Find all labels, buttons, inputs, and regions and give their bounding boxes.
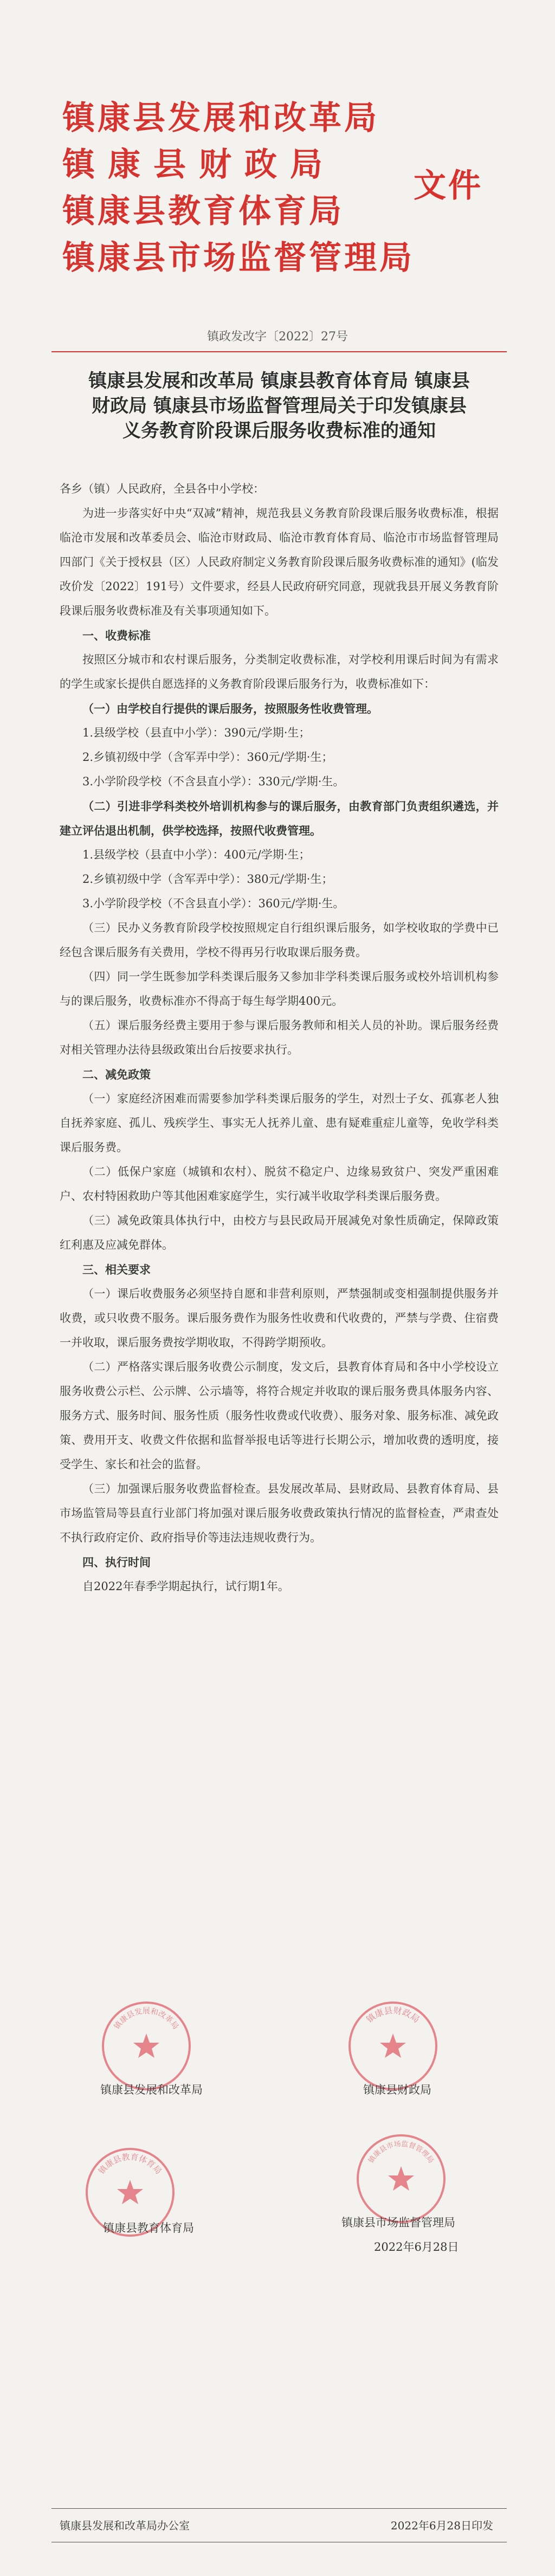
svg-text:镇康县教育体育局: 镇康县教育体育局 [96,2152,164,2176]
list-item: 1.县级学校（县直中小学）：390元/学期·生； [82,726,311,739]
list-item: 1.县级学校（县直中小学）：400元/学期·生； [82,848,311,861]
agency-name: 镇康县教育体育局 [62,192,344,230]
document-body [60,477,499,1599]
document-header [62,95,507,281]
paragraph: （一）由学校自行提供的课后服务，按照服务性收费管理。 [82,702,378,715]
paragraph: （四）同一学生既参加学科类课后服务又参加非学科类课后服务或校外培训机构参与的课后服务，收费标准亦不得高于每生每学期400元。 [60,970,499,1008]
svg-text:镇康县市场监督管理局: 镇康县市场监督管理局 [367,2140,435,2165]
section-heading: 四、执行时间 [82,1555,151,1569]
signatory-name: 镇康县教育体育局 [103,2222,194,2235]
salutation: 各乡（镇）人民政府，全县各中小学校： [60,482,264,495]
list-item: 3.小学阶段学校（不含县直小学）：360元/学期·生。 [82,897,345,910]
title-line: 镇康县发展和改革局 镇康县教育体育局 镇康县 [88,370,470,392]
paragraph: （一）课后收费服务必须坚持自愿和非营利原则，严禁强制或变相强制提供服务并收费，或只收费不服务。课后服务费作为服务性收费和代收费的，严禁与学费、住宿费一并收取，课后服务费按学期收取，不得跨学期预收。 [60,1287,499,1349]
footer-divider [51,2508,507,2509]
section-heading: 二、减免政策 [82,1068,151,1081]
svg-text:镇康县发展和改革局: 镇康县发展和改革局 [112,2007,180,2031]
official-seal [100,2000,192,2092]
paragraph: （二）低保户家庭（城镇和农村）、脱贫不稳定户、边缘易致贫户、突发严重困难户、农村特困救助户等其他困难家庭学生，实行减半收取学科类课后服务费。 [60,1165,499,1203]
paragraph: （三）减免政策具体执行中，由校方与县民政局开展减免对象性质确定，保障政策红利惠及应减免群体。 [60,1214,499,1251]
list-item: 2.乡镇初级中学（含军弄中学）：360元/学期·生； [82,751,333,764]
official-seal [347,2000,439,2092]
paragraph: （一）家庭经济困难而需要参加学科类课后服务的学生，对烈士子女、孤寡老人独自抚养家庭、孤儿、残疾学生、事实无人抚养儿童、患有疑难重症儿童等，免收学科类课后服务费。 [60,1092,499,1154]
official-seal [355,2133,447,2225]
signatory-name: 镇康县市场监督管理局 [341,2216,455,2229]
document-suffix: 文件 [414,167,483,205]
agency-name: 镇康县发展和改革局 [62,99,379,137]
signature-date: 2022年6月28日 [374,2241,459,2254]
paragraph: （三）加强课后服务收费监督检查。县发展改革局、县财政局、县教育体育局、县市场监管局等县直行业部门将加强对课后服务收费政策执行情况的监督检查，严肃查处不执行政府定价、政府指导价等违法违规收费行为。 [60,1482,499,1544]
paragraph: （五）课后服务经费主要用于参与课后服务教师和相关人员的补助。课后服务经费对相关管理办法待县级政策出台后按要求执行。 [60,1019,499,1056]
title-line: 财政局 镇康县市场监督管理局关于印发镇康县 [92,395,467,417]
signatory-name: 镇康县财政局 [363,2083,431,2096]
paragraph: 按照区分城市和农村课后服务，分类制定收费标准，对学校利用课后时间为有需求的学生或家长提供自愿选择的义务教育阶段课后服务行为，收费标准如下： [60,653,499,690]
intro-paragraph: 为进一步落实好中央“双减”精神，规范我县义务教育阶段课后服务收费标准，根据临沧市发展和改革委员会、临沧市财政局、临沧市教育体育局、临沧市市场监督管理局四部门《关于授权县（区）人民政府制定义务教育阶段课后服务收费标准的通知》(临发改价发〔2022〕191号）文件要求，经县人民政府研究同意，现就我县开展义务教育阶段课后服务收费标准及有关事项通知如下。 [60,507,499,617]
list-item: 2.乡镇初级中学（含军弄中学）：380元/学期·生； [82,873,333,886]
section-heading: 三、相关要求 [82,1263,151,1276]
agency-name: 镇康县财政局 [62,146,335,184]
red-divider [51,351,507,352]
issue-date: 2022年6月28日印发 [390,2519,493,2532]
signatory-name: 镇康县发展和改革局 [100,2083,203,2096]
paragraph: （三）民办义务教育阶段学校按照规定自行组织课后服务，如学校收取的学费中已经包含课后服务有关费用，学校不得再另行收取课后服务费。 [60,921,499,959]
svg-text:镇康县财政局: 镇康县财政局 [364,2005,422,2025]
paragraph: （二）严格落实课后服务收费公示制度，发文后，县教育体育局和各中小学校设立服务收费公示栏、公示牌、公示墙等，将符合规定并收取的课后服务费具体服务内容、服务方式、服务时间、服务性质（服务性收费或代收费）、服务对象、服务标准、减免政策、费用开支、收费文件依据和监督举报电话等进行长期公示，增加收费的透明度，接受学生、家长和社会的监督。 [60,1360,499,1471]
section-heading: 一、收费标准 [82,629,151,642]
agency-name: 镇康县市场监督管理局 [62,239,415,277]
issuing-office: 镇康县发展和改革局办公室 [60,2519,190,2532]
paragraph: 自2022年春季学期起执行，试行期1年。 [82,1580,289,1593]
list-item: 3.小学阶段学校（不含县直小学）：330元/学期·生。 [82,775,345,788]
title-line: 义务教育阶段课后服务收费标准的通知 [122,420,436,442]
paragraph: （二）引进非学科类校外培训机构参与的课后服务，由教育部门负责组织遴选，并建立评估退出机制，供学校选择，按照代收费管理。 [60,799,499,837]
document-number: 镇政发改字〔2022〕27号 [207,330,348,344]
signature-block [60,2000,499,2303]
document-title [51,369,507,443]
